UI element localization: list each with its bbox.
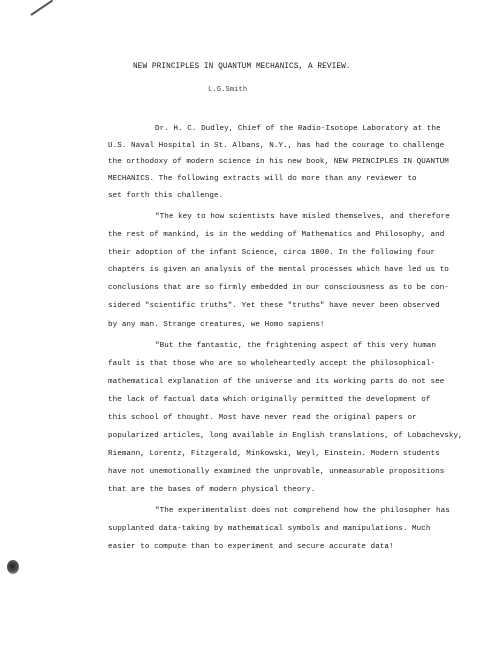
text-line: the lack of factual data which originally permitted the development of xyxy=(108,396,431,404)
text-line: conclusions that are so firmly embedded in our consciousness as to be con- xyxy=(108,284,449,292)
text-line: Dr. H. C. Dudley, Chief of the Radio-Isotope Laboratory at the xyxy=(155,125,441,133)
text-line: "The key to how scientists have misled themselves, and therefore xyxy=(155,213,450,221)
text-line: the orthodoxy of modern science in his new book, NEW PRINCIPLES IN QUANTUM xyxy=(108,158,449,166)
text-line: that are the bases of modern physical theory. xyxy=(108,486,316,494)
text-line: easier to compute than to experiment and secure accurate data! xyxy=(108,543,394,551)
text-line: U.S. Naval Hospital in St. Albans, N.Y., has had the courage to challenge xyxy=(108,142,445,150)
text-line: have not unemotionally examined the unprovable, unmeasurable propositions xyxy=(108,468,445,476)
text-line: supplanted data-taking by mathematical symbols and manipulations. Much xyxy=(108,525,431,533)
text-line: MECHANICS. The following extracts will do more than any reviewer to xyxy=(108,175,417,183)
text-line: the rest of mankind, is in the wedding of Mathematics and Philosophy, and xyxy=(108,231,445,239)
punch-hole-shadow xyxy=(7,560,19,574)
document-author: L.G.Smith xyxy=(208,86,248,94)
text-line: mathematical explanation of the universe and its working parts do not see xyxy=(108,378,445,386)
text-line: "The experimentalist does not comprehend how the philosopher has xyxy=(155,507,450,515)
text-line: set forth this challenge. xyxy=(108,192,224,200)
text-line: popularized articles, long available in English translations, of Lobachevsky, xyxy=(108,432,463,440)
text-line: "But the fantastic, the frightening aspect of this very human xyxy=(155,342,437,350)
text-line: this school of thought. Most have never read the original papers or xyxy=(108,414,417,422)
text-line: chapters is given an analysis of the mental processes which have led us to xyxy=(108,266,449,274)
pencil-mark xyxy=(30,0,53,16)
text-line: by any man. Strange creatures, we Homo sapiens! xyxy=(108,321,325,329)
text-line: fault is that those who are so wholeheartedly accept the philosophical- xyxy=(108,360,436,368)
text-line: sidered "scientific truths". Yet these "truths" have never been observed xyxy=(108,302,440,310)
text-line: their adoption of the infant Science, circa 1800. In the following four xyxy=(108,249,436,257)
document-title: NEW PRINCIPLES IN QUANTUM MECHANICS, A REVIEW. xyxy=(133,63,351,71)
text-line: Riemann, Lorentz, Fitzgerald, Minkowski, Weyl, Einstein. Modern students xyxy=(108,450,440,458)
